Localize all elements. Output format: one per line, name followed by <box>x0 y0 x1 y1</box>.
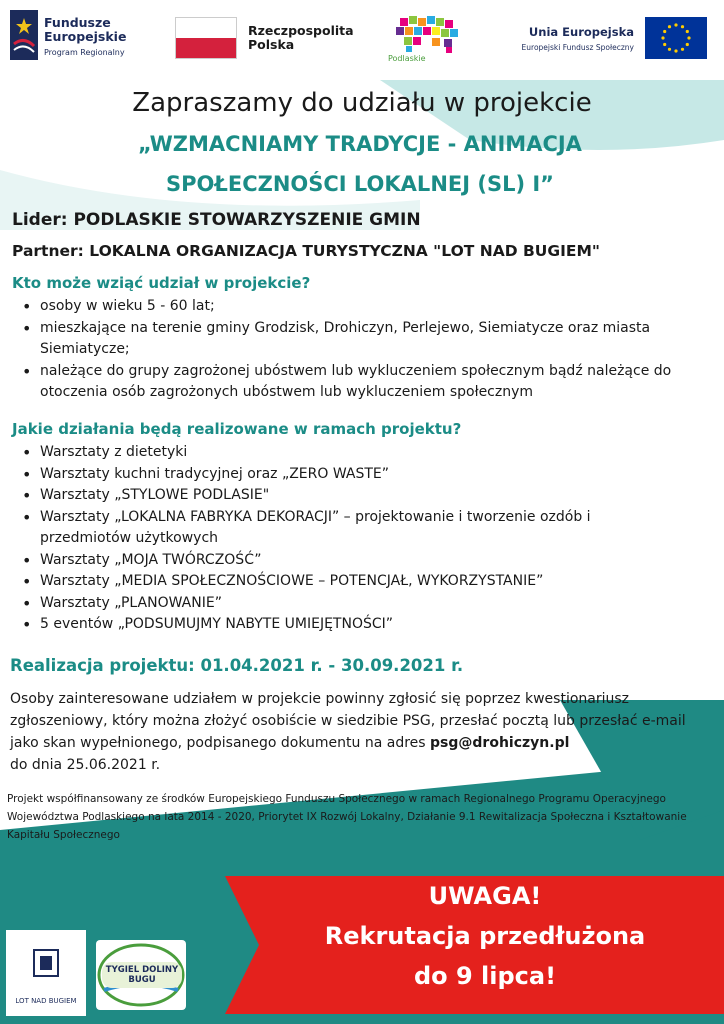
list-item: • mieszkające na terenie gminy Grodzisk, Drohiczyn, Perlejewo, Siemiatycze oraz miasta Siemiatycze; <box>22 318 712 361</box>
polish-flag-icon <box>175 17 237 59</box>
fundusze-line1: Fundusze <box>44 15 111 30</box>
project-title-line1: „WZMACNIAMY TRADYCJE - ANIMACJA <box>138 132 582 156</box>
realizacja-dates: Realizacja projektu: 01.04.2021 r. - 30.09.2021 r. <box>10 656 464 675</box>
eu-flag-icon <box>645 17 707 59</box>
info-paragraph <box>10 688 715 776</box>
uwaga-line2: Rekrutacja przedłużona <box>324 922 646 950</box>
unia-europejska-logo <box>510 17 710 61</box>
lot-emblem-icon <box>6 936 86 996</box>
list-item: • Warsztaty „LOKALNA FABRYKA DEKORACJI” – projektowanie i tworzenie ozdób i przedmiotów użytkowych <box>22 507 662 550</box>
list-item: • Warsztaty z dietetyki <box>22 442 662 464</box>
list-item: • Warsztaty „MOJA TWÓRCZOŚĆ” <box>22 550 662 572</box>
rzeczpospolita-logo <box>175 17 355 61</box>
ue-line2: Europejski Fundusz Społeczny <box>521 43 634 52</box>
uwaga-line3: do 9 lipca! <box>413 962 557 990</box>
info-text: Osoby zainteresowane udziałem w projekcie powinny zgłosić się poprzez kwestionariusz zgłoszeniowy, który można złożyć osobiście w siedzibie PSG, przesłać pocztą lub przesłać e-mail jako skan wypełnionego, podpisanego dokumentu na adres <box>10 691 686 751</box>
logo-bar <box>0 0 724 80</box>
lot-label: LOT NAD BUGIEM <box>15 997 77 1005</box>
lider-text: Lider: PODLASKIE STOWARZYSZENIE GMIN <box>12 210 421 230</box>
list-item: • Warsztaty „MEDIA SPOŁECZNOŚCIOWE – POTENCJAŁ, WYKORZYSTANIE” <box>22 571 662 593</box>
contact-email[interactable]: psg@drohiczyn.pl <box>430 735 570 751</box>
bison-mosaic-icon <box>386 14 472 54</box>
tygiel-label: TYGIEL DOLINY BUGU <box>102 962 182 988</box>
rzeczpospolita-line1: Rzeczpospolita <box>248 23 354 38</box>
podlaskie-label: Podlaskie <box>388 54 426 63</box>
uwaga-banner <box>225 870 724 1020</box>
fundusze-star-icon <box>10 10 38 60</box>
uwaga-title: UWAGA! <box>428 882 542 910</box>
actions-heading: Jakie działania będą realizowane w ramach projektu? <box>12 420 462 438</box>
podlaskie-logo <box>386 14 472 64</box>
tygiel-doliny-bugu-logo <box>96 940 186 1010</box>
list-item: • Warsztaty „PLANOWANIE” <box>22 593 662 615</box>
cofinancing-footnote: Projekt współfinansowany ze środków Europejskiego Funduszu Społecznego w ramach Regionalnego Programu Operacyjnego Województwa Podlaskiego na lata 2014 - 2020, Priorytet IX Rozwój Lokalny, Działanie 9.1 Rewitalizacja Społeczna i Kształtowanie Kapitału Społecznego <box>7 793 687 841</box>
fundusze-europejskie-logo <box>10 10 160 62</box>
who-list <box>22 296 712 404</box>
list-item: • Warsztaty kuchni tradycyjnej oraz „ZERO WASTE” <box>22 464 662 486</box>
fundusze-line2: Europejskie <box>44 29 127 44</box>
rzeczpospolita-line2: Polska <box>248 37 295 52</box>
who-heading: Kto może wziąć udział w projekcie? <box>12 274 311 292</box>
list-item: • osoby w wieku 5 - 60 lat; <box>22 296 712 318</box>
actions-list <box>22 442 662 636</box>
fundusze-line3: Program Regionalny <box>44 48 125 57</box>
list-item: • 5 eventów „PODSUMUJMY NABYTE UMIEJĘTNOŚCI” <box>22 614 662 636</box>
lot-nad-bugiem-logo <box>6 930 86 1016</box>
list-item: • Warsztaty „STYLOWE PODLASIE" <box>22 485 662 507</box>
project-title-line2: SPOŁECZNOŚCI LOKALNEJ (SL) I” <box>166 172 554 196</box>
headline: Zapraszamy do udziału w projekcie <box>132 88 592 118</box>
list-item: • należące do grupy zagrożonej ubóstwem lub wykluczeniem społecznym bądź należące do otoczenia osób zagrożonych ubóstwem lub wykluczeniem społecznym <box>22 361 712 404</box>
project-title <box>60 124 660 204</box>
deadline-text: do dnia 25.06.2021 r. <box>10 757 161 773</box>
ue-line1: Unia Europejska <box>528 25 634 39</box>
partner-text: Partner: LOKALNA ORGANIZACJA TURYSTYCZNA "LOT NAD BUGIEM" <box>12 242 600 260</box>
